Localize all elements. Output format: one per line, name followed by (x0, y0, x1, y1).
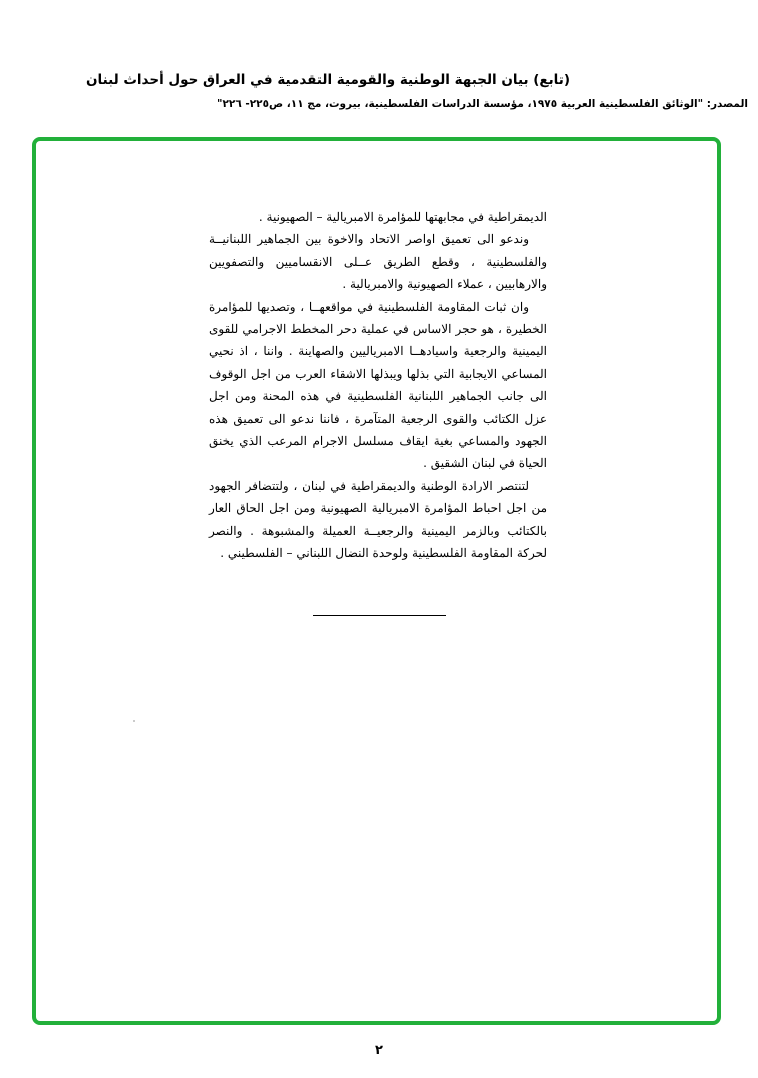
closing-divider-line (313, 615, 446, 616)
paragraph-unity-call: وندعو الى تعميق اواصر الاتحاد والاخوة بين الجماهير اللبنانيــة والفلسطينية ، وقطع الطريق عــلى الانقساميين والتصفويين والارهابيين ، عملاء الصهيونية والامبريالية . (209, 232, 547, 292)
document-source-citation: المصدر: "الوثائق الفلسطينية العربية ١٩٧٥، مؤسسة الدراسات الفلسطينية، بيروت، مج ١١، ص٢٢٥- ٢٢٦" (217, 98, 748, 110)
document-title: (تابع) بيان الجبهة الوطنية والقومية التقدمية في العراق حول أحداث لبنان (85, 72, 570, 88)
paragraph-closing-slogan: لتنتصر الارادة الوطنية والديمقراطية في لبنان ، ولتتضافر الجهود من اجل احباط المؤامرة الامبريالية الصهيونية ومن اجل الحاق العار بالكتائب وبالزمر اليمينية والرجعيــة العميلة والمشبوهة . والنصر لحركة المقاومة الفلسطينية ولوحدة النضال اللبناني – الفلسطيني . (209, 478, 547, 561)
paragraph-resistance: وان ثبات المقاومة الفلسطينية في مواقعهــا ، وتصديها للمؤامرة الخطيرة ، هو حجر الاساس في عملية دحر المخطط الاجرامي للقوى اليمينية والرجعية واسيادهــا الامبرياليين والصهاينة . واننا ، اذ نحيي المساعي الايجابية التي بذلها ويبذلها الاشقاء العرب من اجل الوقوف الى جانب الجماهير اللبنانية الفلسطينية في هذه المحنة ومن اجل عزل الكتائب والقوى الرجعية المتآمرة ، فاننا ندعو الى تعميق هذه الجهود والمساعي بغية ايقاف مسلسل الاجرام المرعب الذي يخنق الحياة في لبنان الشقيق . (209, 299, 547, 471)
statement-body (209, 206, 547, 565)
scan-speck (133, 720, 135, 722)
page-number: ٢ (375, 1043, 383, 1058)
paragraph-continuation: الديمقراطية في مجابهتها للمؤامرة الامبريالية – الصهيونية . (258, 210, 547, 224)
